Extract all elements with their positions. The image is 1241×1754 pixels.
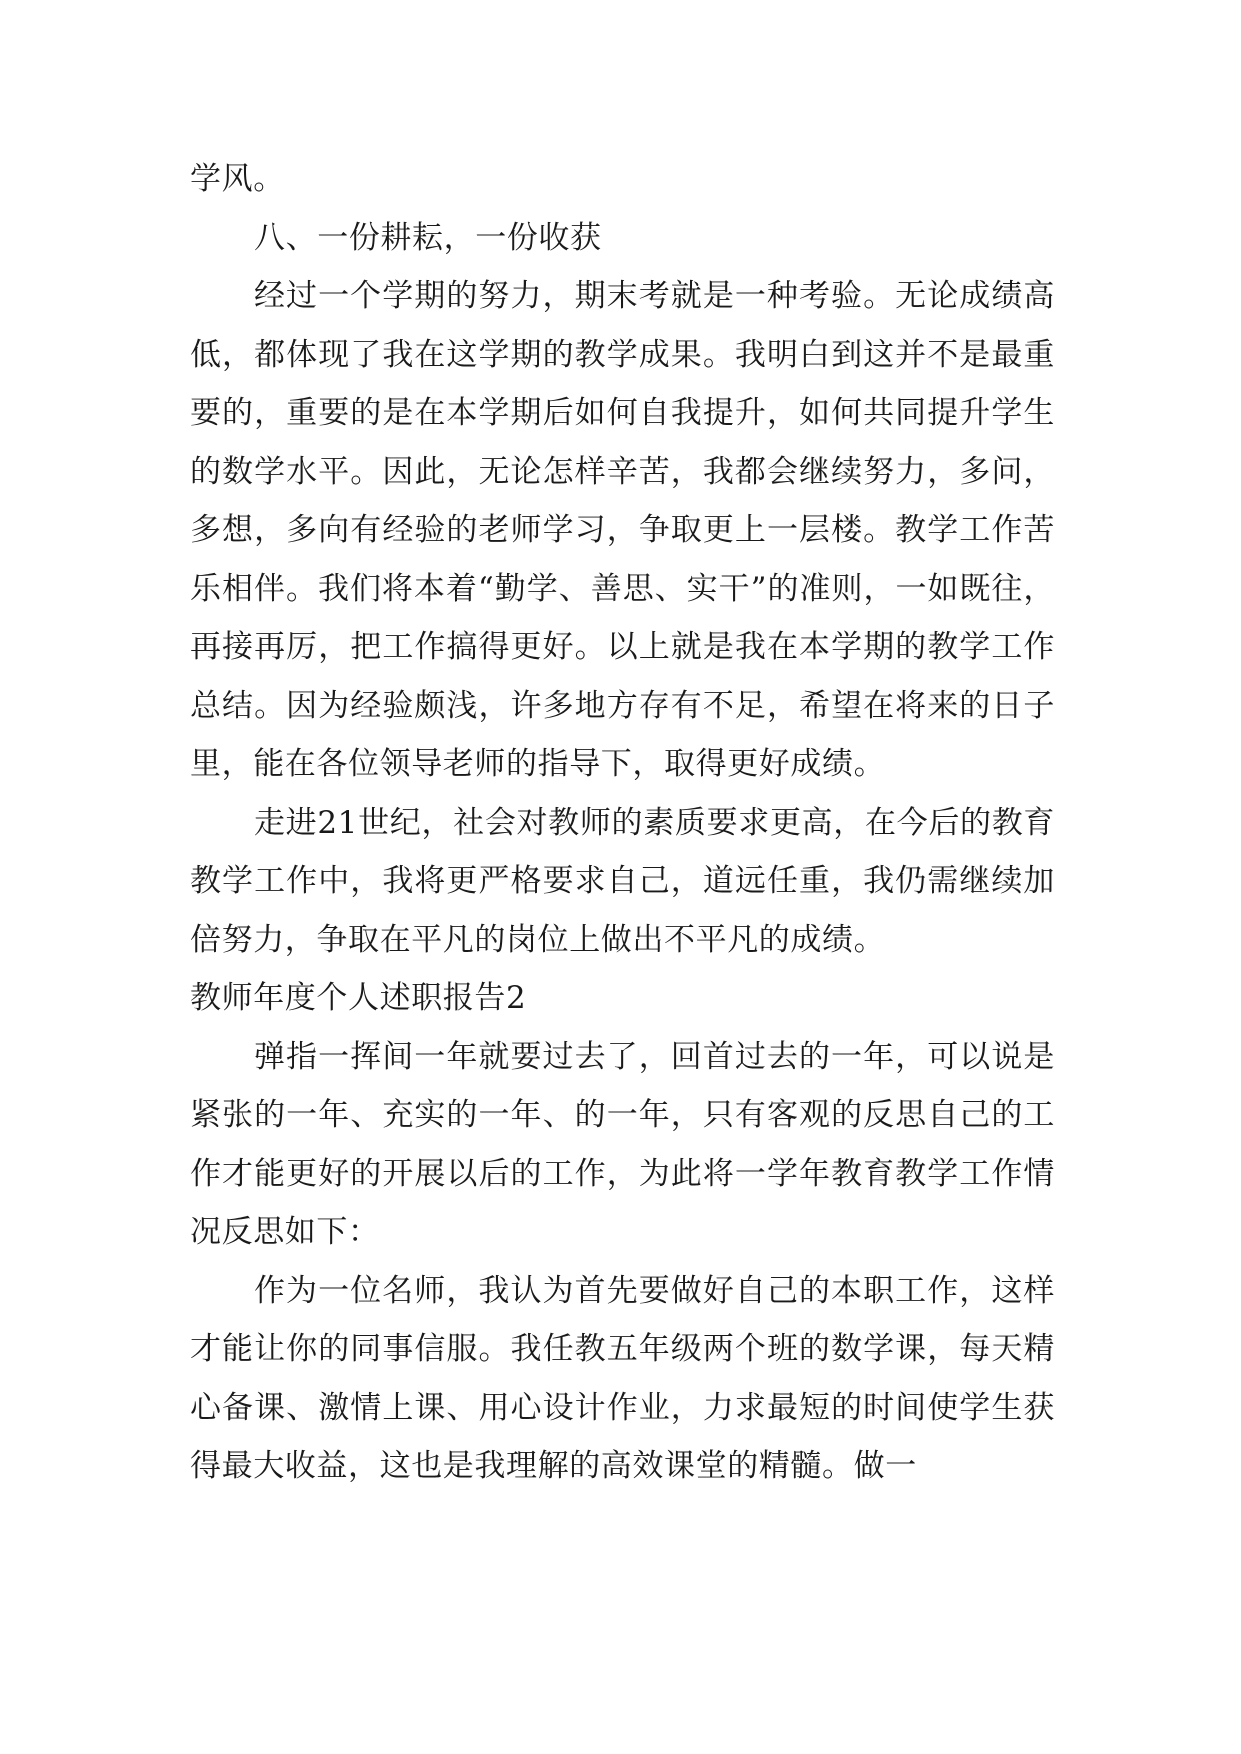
paragraph: 弹指一挥间一年就要过去了，回首过去的一年，可以说是紧张的一年、充实的一年、的一年，只有客观的反思自己的工作才能更好的开展以后的工作，为此将一学年教育教学工作情况反思如下： bbox=[190, 1038, 1055, 1250]
paragraph-continuation: 学风。 bbox=[190, 161, 285, 197]
paragraph: 作为一位名师，我认为首先要做好自己的本职工作，这样才能让你的同事信服。我任教五年级两个班的数学课，每天精心备课、激情上课、用心设计作业，力求最短的时间使学生获得最大收益，这也是我理解的高效课堂的精髓。做一 bbox=[190, 1272, 1055, 1484]
report-title: 教师年度个人述职报告2 bbox=[190, 980, 527, 1016]
section-heading: 八、一份耕耘，一份收获 bbox=[254, 219, 602, 256]
paragraph: 经过一个学期的努力，期末考就是一种考验。无论成绩高低，都体现了我在这学期的教学成果。我明白到这并不是最重要的，重要的是在本学期后如何自我提升，如何共同提升学生的数学水平。因此，无论怎样辛苦，我都会继续努力，多问，多想，多向有经验的老师学习，争取更上一层楼。教学工作苦乐相伴。我们将本着“勤学、善思、实干”的准则，一如既往，再接再厉，把工作搞得更好。以上就是我在本学期的教学工作总结。因为经验颇浅，许多地方存有不足，希望在将来的日子里，能在各位领导老师的指导下，取得更好成绩。 bbox=[190, 278, 1055, 782]
paragraph: 走进21世纪，社会对教师的素质要求更高，在今后的教育教学工作中，我将更严格要求自己，道远任重，我仍需继续加倍努力，争取在平凡的岗位上做出不平凡的成绩。 bbox=[190, 804, 1055, 958]
document-page bbox=[190, 150, 1055, 1496]
